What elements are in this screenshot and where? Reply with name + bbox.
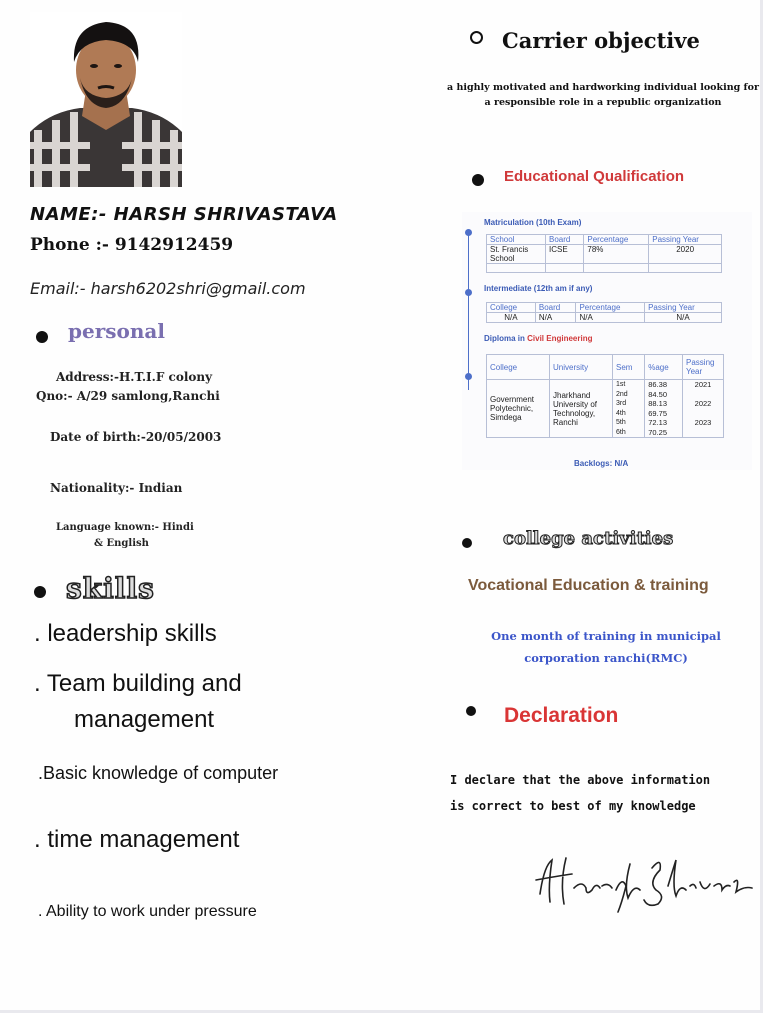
table-cell: N/A	[535, 313, 576, 323]
col-header: Board	[546, 235, 584, 245]
skill-item: management	[74, 706, 215, 733]
address-line2: Qno:- A/29 samlong,Ranchi	[36, 389, 220, 403]
college-activities-heading: college activities	[503, 528, 674, 549]
diploma-title	[484, 334, 592, 343]
education-heading: Educational Qualification	[504, 168, 685, 185]
table-cell: N/A	[645, 313, 722, 323]
col-header: College	[487, 303, 536, 313]
objective-line1: a highly motivated and hardworking individual looking for	[447, 82, 759, 93]
col-header: Sem	[613, 355, 645, 380]
col-header: Percentage	[576, 303, 645, 313]
col-header: College	[487, 355, 550, 380]
education-timeline	[468, 230, 469, 390]
objective-line2: a responsible role in a republic organization	[484, 97, 722, 108]
skill-item: . Team building and	[34, 670, 242, 697]
signature	[530, 846, 760, 916]
percentage-value: 84.50	[648, 389, 668, 399]
phone-number: Phone :- 9142912459	[30, 235, 234, 255]
sem-value: 2nd	[616, 390, 628, 398]
diploma-years	[683, 380, 724, 438]
sem-value: 1st	[616, 381, 626, 388]
address-line1: Address:-H.T.I.F colony	[56, 370, 213, 384]
declaration-line1: I declare that the above information	[450, 773, 711, 787]
sem-value: 4th	[616, 409, 626, 417]
objective-heading: Carrier objective	[502, 28, 700, 53]
skills-heading: skills	[66, 572, 155, 605]
objective-bullet	[470, 31, 483, 44]
education-table-panel	[462, 212, 752, 470]
matric-table	[486, 234, 722, 273]
declaration-line2: is correct to best of my knowledge	[450, 799, 696, 813]
col-header: Passing Year	[645, 303, 722, 313]
sem-value: 6th	[616, 428, 626, 436]
table-cell: 78%	[584, 245, 649, 264]
year-value: 2023	[694, 418, 712, 427]
skills-bullet	[34, 586, 46, 598]
education-bullet	[472, 174, 484, 186]
diploma-percentages	[645, 380, 683, 438]
nationality: Nationality:- Indian	[50, 481, 183, 495]
skill-item: . leadership skills	[34, 620, 217, 647]
personal-bullet	[36, 331, 48, 343]
vocational-line2: corporation ranchi(RMC)	[524, 651, 688, 665]
percentage-value: 88.13	[648, 399, 668, 408]
skill-item: . Ability to work under pressure	[38, 903, 257, 920]
percentage-value: 69.75	[648, 408, 668, 418]
col-header: School	[487, 235, 546, 245]
table-cell: N/A	[487, 313, 536, 323]
percentage-value: 70.25	[648, 427, 668, 437]
timeline-dot	[465, 289, 472, 296]
col-header: Board	[535, 303, 576, 313]
col-header: %age	[645, 355, 683, 380]
col-header: Percentage	[584, 235, 649, 245]
diploma-sems	[613, 380, 645, 438]
objective-text	[446, 80, 760, 110]
skill-item: . time management	[34, 826, 240, 853]
col-header: University	[550, 355, 613, 380]
year-value: 2021	[694, 380, 712, 389]
table-cell: 2020	[649, 245, 722, 264]
intermediate-title: Intermediate (12th am if any)	[484, 284, 593, 293]
profile-photo	[30, 12, 182, 187]
table-cell: ICSE	[546, 245, 584, 264]
diploma-university: Jharkhand University of Technology, Ranchi	[550, 380, 613, 438]
diploma-table	[486, 354, 724, 438]
diploma-college: Government Polytechnic, Simdega	[487, 380, 550, 438]
percentage-value: 86.38	[648, 380, 668, 389]
vocational-text	[466, 625, 746, 669]
languages-line1: Language known:- Hindi	[56, 522, 194, 533]
languages-line2: & English	[94, 538, 149, 549]
diploma-title-prefix: Diploma in	[484, 334, 528, 343]
vocational-line1: One month of training in municipal	[491, 629, 721, 643]
year-value: 2022	[694, 399, 712, 408]
table-cell: St. Francis School	[487, 245, 546, 264]
sem-value: 5th	[616, 419, 626, 426]
email-address: Email:- harsh6202shri@gmail.com	[30, 279, 306, 298]
matric-title: Matriculation (10th Exam)	[484, 218, 582, 227]
skill-item: .Basic knowledge of computer	[38, 763, 279, 783]
table-cell: N/A	[576, 313, 645, 323]
declaration-heading: Declaration	[504, 704, 619, 727]
personal-heading: personal	[68, 319, 165, 343]
sem-value: 3rd	[616, 400, 627, 407]
col-header: Passing Year	[649, 235, 722, 245]
backlogs: Backlogs: N/A	[574, 459, 629, 468]
college-activities-bullet	[462, 538, 472, 548]
percentage-value: 72.13	[648, 418, 668, 427]
diploma-title-highlight: Civil Engineering	[527, 334, 593, 343]
intermediate-table	[486, 302, 722, 323]
declaration-text	[450, 767, 750, 819]
date-of-birth: Date of birth:-20/05/2003	[50, 430, 222, 444]
vocational-heading: Vocational Education & training	[468, 577, 709, 594]
declaration-bullet	[466, 706, 476, 716]
timeline-dot	[465, 373, 472, 380]
col-header: Passing Year	[683, 355, 724, 380]
timeline-dot	[465, 229, 472, 236]
candidate-name: NAME:- HARSH SHRIVASTAVA	[30, 204, 338, 225]
